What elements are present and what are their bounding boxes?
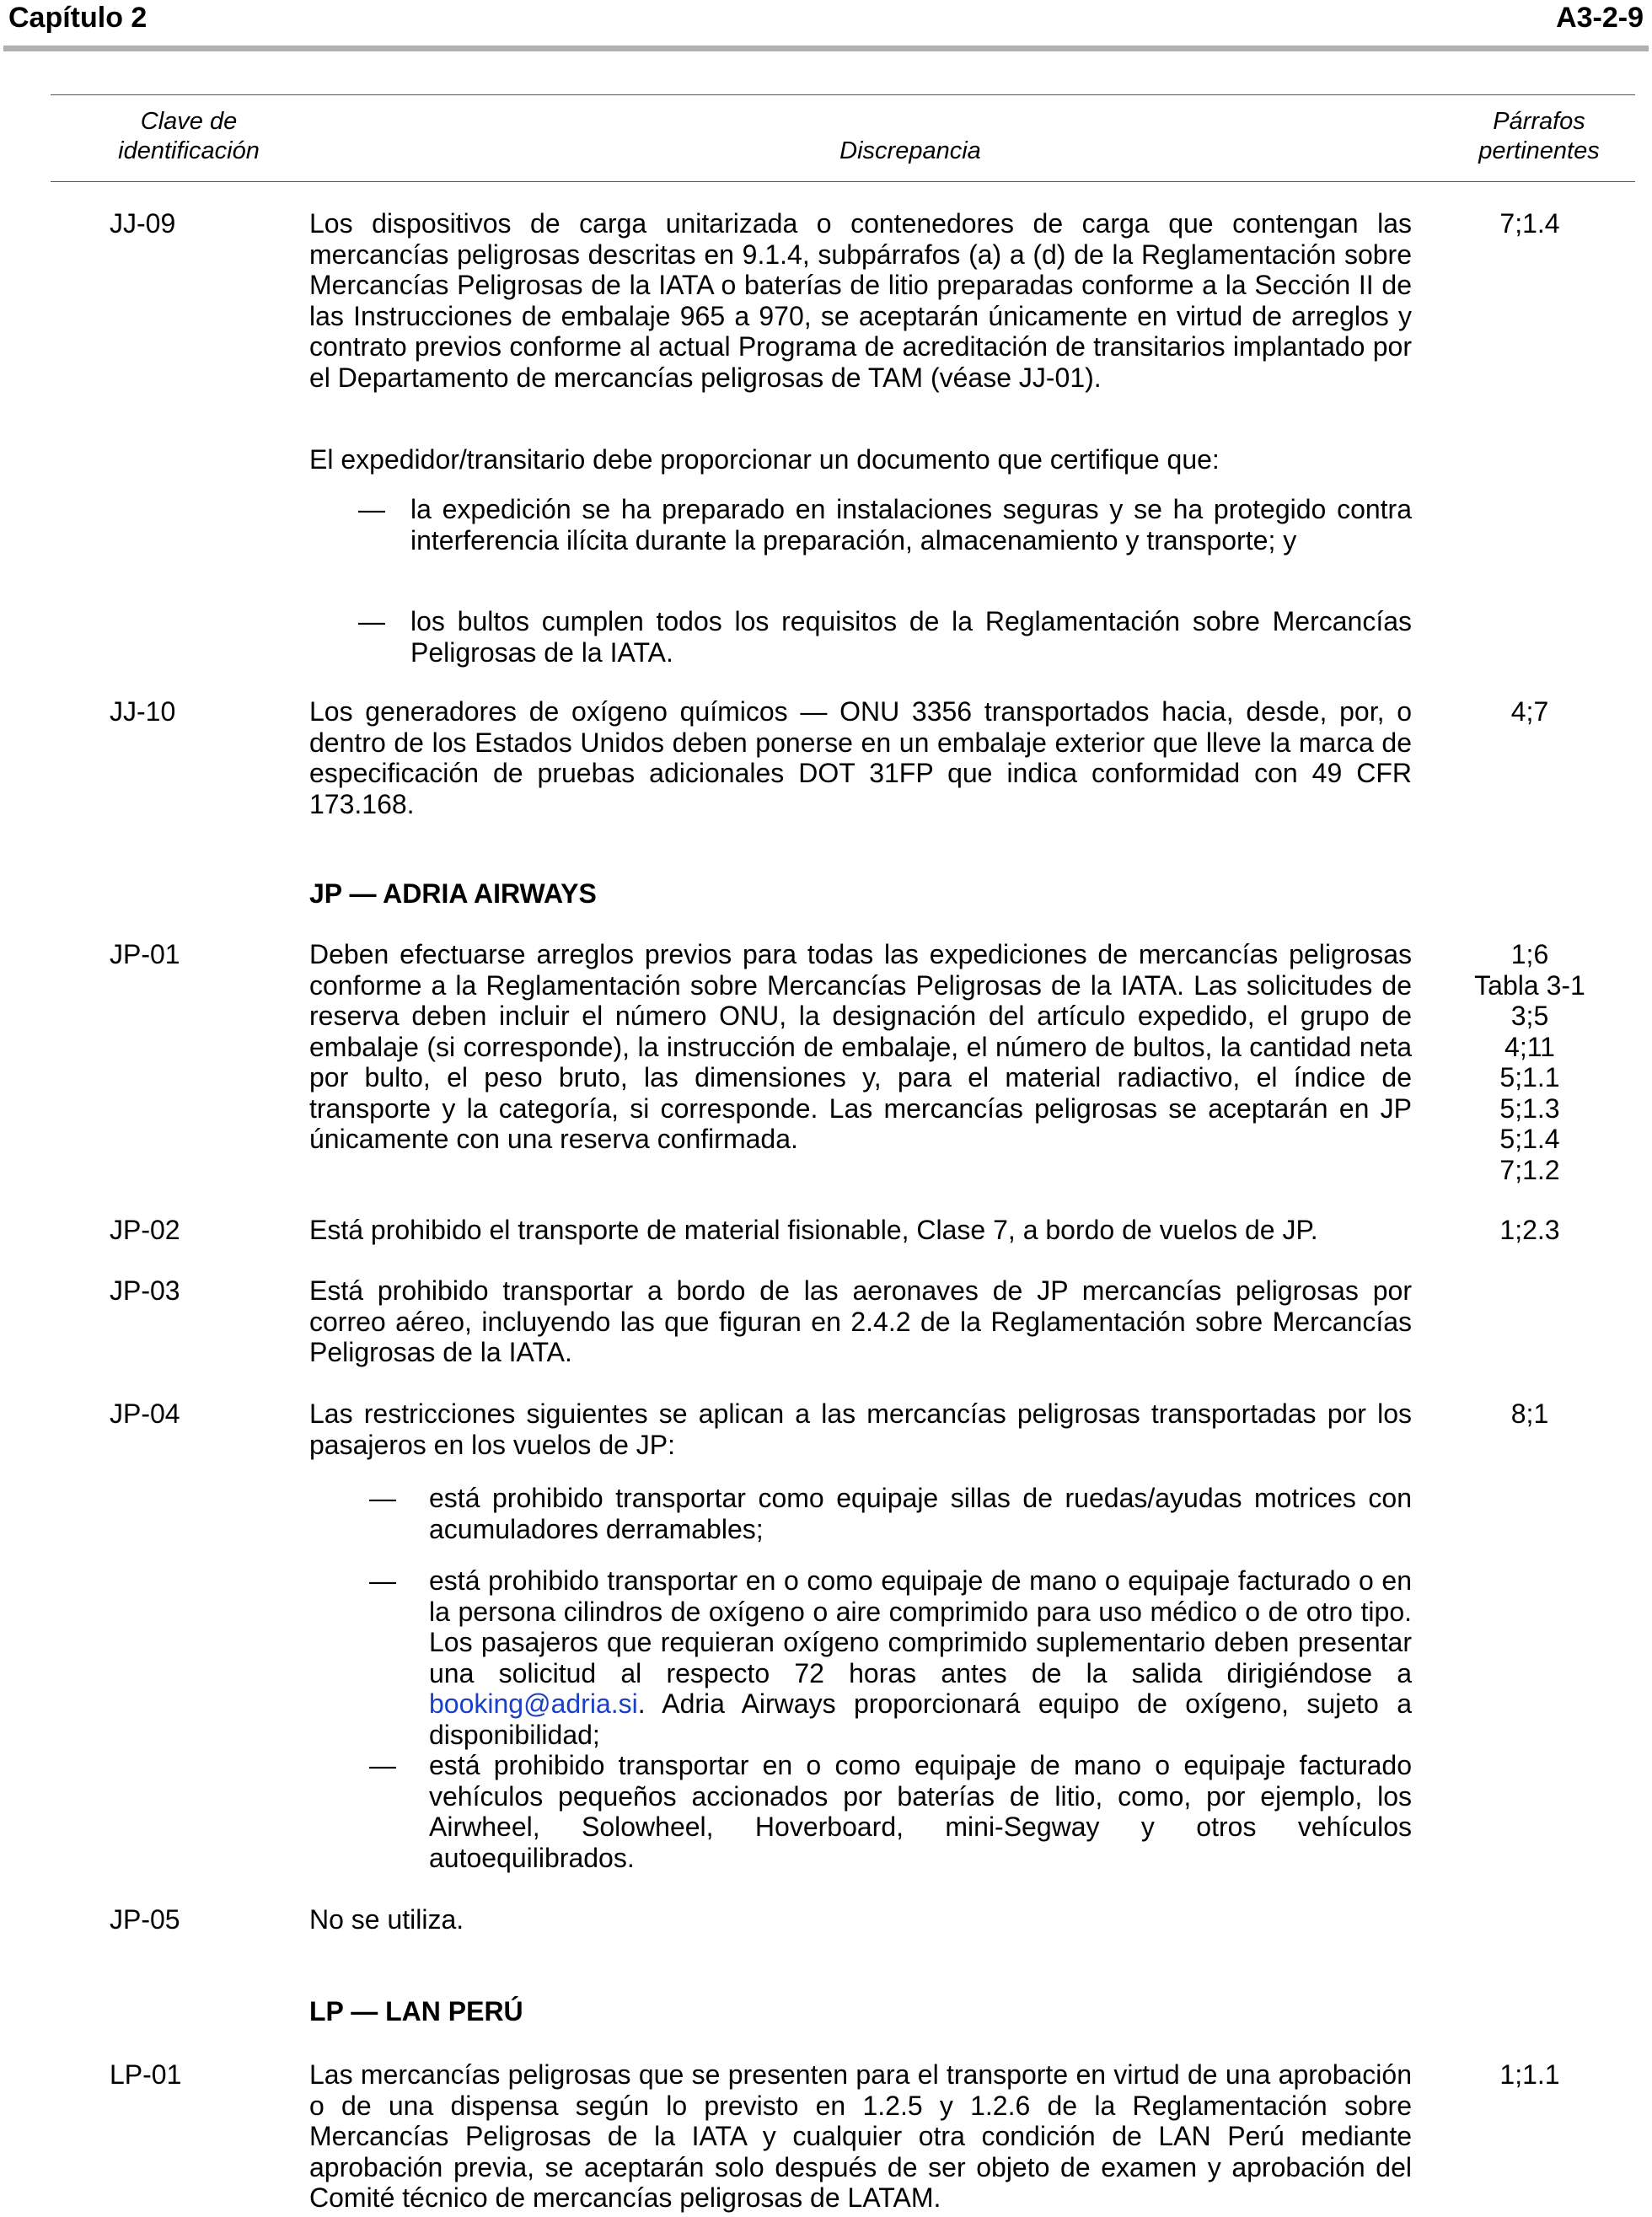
bullet-jp04-3: está prohibido transportar en o como equipaje de mano o equipaje facturado vehículos pequeños accionados por baterías de litio, como, por ejemplo, los Airwheel, Solowheel, Hoverboard, mini-Segway y otros vehículos autoequilibrados. bbox=[429, 1750, 1412, 1873]
dash-bullet: — bbox=[369, 1565, 396, 1596]
dash-bullet: — bbox=[369, 1750, 396, 1780]
page-number: A3-2-9 bbox=[1556, 2, 1644, 34]
bullet-jp04-1: está prohibido transportar como equipaje sillas de ruedas/ayudas motrices con acumuladores derramables; bbox=[429, 1483, 1412, 1544]
email-link[interactable]: booking@adria.si bbox=[429, 1688, 638, 1719]
entry-text-jp05: No se utiliza. bbox=[309, 1904, 464, 1935]
entry-text-jp02: Está prohibido el transporte de material fisionable, Clase 7, a bordo de vuelos de JP. bbox=[309, 1215, 1318, 1245]
section-title-jp: JP — ADRIA AIRWAYS bbox=[309, 878, 597, 909]
bullet-jj09-1: la expedición se ha preparado en instalaciones seguras y se ha protegido contra interferencia ilícita durante la preparación, almacenamiento y transporte; y bbox=[410, 494, 1412, 556]
column-refs-header: Párrafos pertinentes bbox=[1478, 108, 1600, 164]
entry-id-jp02: JP-02 bbox=[110, 1215, 180, 1245]
section-title-lp: LP — LAN PERÚ bbox=[309, 1996, 523, 2026]
header-rule bbox=[3, 46, 1649, 51]
entry-id-jp05: JP-05 bbox=[110, 1904, 180, 1935]
entry-text-jp01: Deben efectuarse arreglos previos para todas las expediciones de mercancías peligrosas conforme a la Reglamentación sobre Mercancías Peligrosas de la IATA. Las solicitudes de reserva deben incluir el número ONU, la designación del artículo expedido, el grupo de embalaje (si corresponde), la instrucción de embalaje, el número de bultos, la cantidad neta por bulto, el peso bruto, las dimensiones y, para el material radiactivo, el índice de transporte y la categoría, si corresponde. Las mercancías peligrosas se aceptarán en JP únicamente con una reserva confirmada. bbox=[309, 939, 1412, 1154]
entry-text-lp01: Las mercancías peligrosas que se presenten para el transporte en virtud de una aprobación o de una dispensa según lo previsto en 1.2.5 y 1.2.6 de la Reglamentación sobre Mercancías Peligrosas de la IATA y cualquier otra condición de LAN Perú mediante aprobación previa, se aceptarán solo después de ser objeto de examen y aprobación del Comité técnico de mercancías peligrosas de LATAM. bbox=[309, 2059, 1412, 2213]
dash-bullet: — bbox=[369, 1483, 396, 1513]
table-column-header bbox=[51, 94, 1635, 182]
column-id-header: Clave de identificación bbox=[118, 108, 260, 164]
entry-ref-jp02: 1;2.3 bbox=[1499, 1215, 1560, 1245]
entry-text-jp03: Está prohibido transportar a bordo de las aeronaves de JP mercancías peligrosas por correo aéreo, incluyendo las que figuran en 2.4.2 de la Reglamentación sobre Mercancías Peligrosas de la IATA. bbox=[309, 1275, 1412, 1367]
chapter-title: Capítulo 2 bbox=[8, 2, 148, 34]
entry-ref-lp01: 1;1.1 bbox=[1499, 2059, 1560, 2090]
entry-ref-jj10: 4;7 bbox=[1510, 696, 1549, 727]
entry-text-jp04: Las restricciones siguientes se aplican a las mercancías peligrosas transportadas por los pasajeros en los vuelos de JP: bbox=[309, 1398, 1412, 1460]
entry-text-jj09: Los dispositivos de carga unitarizada o contenedores de carga que contengan las mercancías peligrosas descritas en 9.1.4, subpárrafos (a) a (d) de la Reglamentación sobre Mercancías Peligrosas de la IATA o baterías de litio preparadas conforme a la Sección II de las Instrucciones de embalaje 965 a 970, se aceptarán únicamente en virtud de arreglos y contrato previos conforme al actual Programa de acreditación de transitarios implantado por el Departamento de mercancías peligrosas de TAM (véase JJ-01). bbox=[309, 208, 1412, 393]
entry-id-jp01: JP-01 bbox=[110, 939, 180, 969]
dash-bullet: — bbox=[358, 494, 385, 524]
entry-ref-jj09: 7;1.4 bbox=[1499, 208, 1560, 239]
entry-text-jj10: Los generadores de oxígeno químicos — ONU 3356 transportados hacia, desde, por, o dentro de los Estados Unidos deben ponerse en un embalaje exterior que lleve la marca de especificación de pruebas adicionales DOT 31FP que indica conformidad con 49 CFR 173.168. bbox=[309, 696, 1412, 819]
column-discrepancy-header: Discrepancia bbox=[839, 137, 981, 164]
bullet-jj09-2: los bultos cumplen todos los requisitos de la Reglamentación sobre Mercancías Peligrosas de la IATA. bbox=[410, 606, 1412, 668]
entry-refs-jp01: 1;6 Tabla 3-1 3;5 4;11 5;1.1 5;1.3 5;1.4 7;1.2 bbox=[1474, 939, 1585, 1185]
entry-id-jp03: JP-03 bbox=[110, 1275, 180, 1306]
entry-id-lp01: LP-01 bbox=[110, 2059, 182, 2090]
entry-intro-jj09: El expedidor/transitario debe proporcionar un documento que certifique que: bbox=[309, 444, 1220, 475]
entry-id-jj10: JJ-10 bbox=[110, 696, 176, 727]
bullet-jp04-2: está prohibido transportar en o como equipaje de mano o equipaje facturado o en la persona cilindros de oxígeno o aire comprimido para uso médico o de otro tipo. Los pasajeros que requieran oxígeno comprimido suplementario deben presentar una solicitud al respecto 72 horas antes de la salida dirigiéndose a booking@adria.si. Adria Airways proporcionará equipo de oxígeno, sujeto a disponibilidad; bbox=[429, 1565, 1412, 1750]
entry-id-jp04: JP-04 bbox=[110, 1398, 180, 1429]
entry-ref-jp04: 8;1 bbox=[1510, 1398, 1549, 1429]
page-header bbox=[0, 0, 1652, 52]
dash-bullet: — bbox=[358, 606, 385, 636]
entry-id-jj09: JJ-09 bbox=[110, 208, 176, 239]
